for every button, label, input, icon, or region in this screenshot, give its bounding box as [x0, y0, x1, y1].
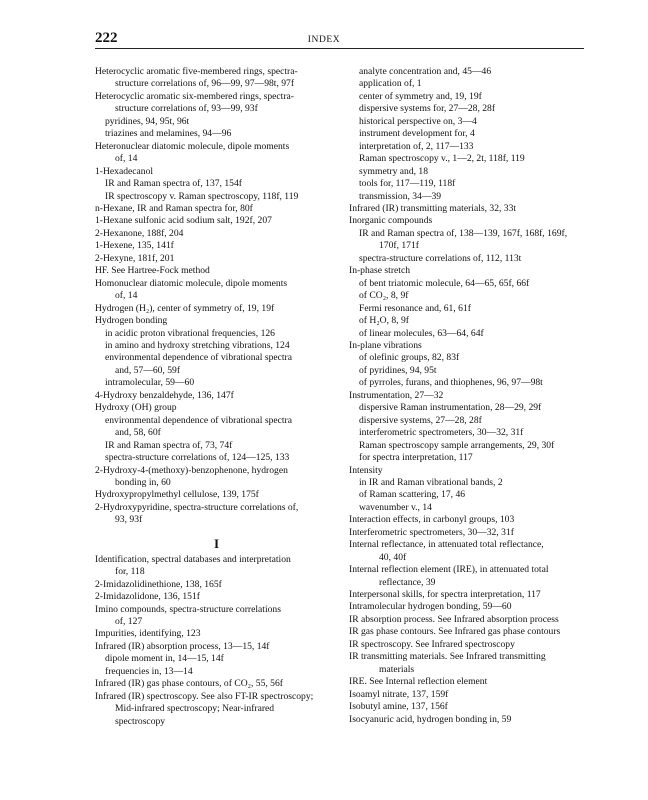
- index-entry: structure correlations of, 96—99, 97—98t, 97f: [115, 78, 295, 90]
- index-entry: IR and Raman spectra of, 73, 74f: [105, 439, 233, 451]
- index-entry: Hydrogen bonding: [95, 315, 168, 327]
- index-entry: dispersive Raman instrumentation, 28—29, 29f: [359, 402, 542, 414]
- index-entry: In-plane vibrations: [349, 339, 422, 351]
- index-entry: Raman spectroscopy sample arrangements, 29, 30f: [359, 439, 555, 451]
- index-entry: for, 118: [115, 566, 145, 578]
- index-entry: materials: [379, 663, 415, 675]
- index-entry: symmetry and, 18: [359, 165, 429, 177]
- index-entry: Interferometric spectrometers, 30—32, 31f: [349, 526, 514, 538]
- index-entry: 2-Hexanone, 188f, 204: [95, 227, 184, 239]
- index-entry: Instrumentation, 27—32: [349, 389, 444, 401]
- index-entry: IR gas phase contours. See Infrared gas phase contours: [349, 626, 561, 638]
- index-entry: Impurities, identifying, 123: [95, 628, 201, 640]
- index-entry: Isocyanuric acid, hydrogen bonding in, 59: [349, 713, 512, 725]
- index-entry: Inorganic compounds: [349, 215, 433, 227]
- header-rule: [95, 48, 584, 49]
- index-entry: IR and Raman spectra of, 137, 154f: [105, 178, 242, 190]
- index-entry: interpretation of, 2, 117—133: [359, 140, 474, 152]
- index-entry: n-Hexane, IR and Raman spectra for, 80f: [95, 202, 253, 214]
- index-entry: intramolecular, 59—60: [105, 377, 195, 389]
- index-entry: dipole moment in, 14—15, 14f: [105, 653, 224, 665]
- index-entry: spectra-structure correlations of, 112, 113t: [359, 252, 522, 264]
- index-entry: 2-Hydroxypyridine, spectra-structure correlations of,: [95, 501, 299, 513]
- index-entry: of, 14: [115, 153, 138, 165]
- index-entry: dispersive systems, 27—28, 28f: [359, 414, 482, 426]
- index-entry: Heterocyclic aromatic six-membered rings, spectra-: [95, 90, 294, 102]
- index-entry: in IR and Raman vibrational bands, 2: [359, 476, 503, 488]
- index-entry: of linear molecules, 63—64, 64f: [359, 327, 484, 339]
- index-entry: spectroscopy: [115, 715, 166, 727]
- index-entry: IR spectroscopy. See Infrared spectroscopy: [349, 638, 515, 650]
- index-entry: 93, 93f: [115, 514, 143, 526]
- index-entry: 4-Hydroxy benzaldehyde, 136, 147f: [95, 389, 234, 401]
- index-entry: 40, 40f: [379, 551, 407, 563]
- index-entry: of pyrroles, furans, and thiophenes, 96, 97—98t: [359, 377, 543, 389]
- index-entries-i-cont: [349, 66, 585, 726]
- section-letter: I: [213, 535, 220, 551]
- index-entry: Raman spectroscopy v., 1—2, 2t, 118f, 119: [359, 153, 525, 165]
- index-entry: tools for, 117—119, 118f: [359, 178, 456, 190]
- index-entry: 1-Hexadecanol: [95, 165, 154, 177]
- index-entry: 2-Hydroxy-4-(methoxy)-benzophenone, hydrogen: [95, 464, 288, 476]
- index-entry: Fermi resonance and, 61, 61f: [359, 302, 471, 314]
- index-entry: application of, 1: [359, 78, 422, 90]
- index-entry: Infrared (IR) gas phase contours, of CO₂, 55, 56f: [95, 678, 283, 690]
- index-entries-h: [95, 66, 338, 527]
- index-entry: interferometric spectrometers, 30—32, 31f: [359, 427, 524, 439]
- index-entry: transmission, 34—39: [359, 190, 442, 202]
- index-entry: structure correlations of, 93—99, 93f: [115, 103, 258, 115]
- index-entry: Hydroxy (OH) group: [95, 402, 177, 414]
- index-entry: of, 127: [115, 616, 143, 628]
- index-entry: Infrared (IR) spectroscopy. See also FT-IR spectroscopy;: [95, 690, 314, 702]
- index-entry: of CO₂, 8, 9f: [359, 290, 409, 302]
- index-entry: environmental dependence of vibrational spectra: [105, 414, 292, 426]
- index-entry: reflectance, 39: [379, 576, 436, 588]
- index-entry: and, 58, 60f: [115, 427, 161, 439]
- index-entry: Identification, spectral databases and interpretation: [95, 553, 291, 565]
- index-entry: historical perspective on, 3—4: [359, 115, 477, 127]
- index-entry: analyte concentration and, 45—46: [359, 66, 492, 77]
- index-entry: in acidic proton vibrational frequencies, 126: [105, 327, 275, 339]
- index-column-right: [349, 66, 585, 726]
- index-entry: Intensity: [349, 464, 383, 476]
- index-entry: of olefinic groups, 82, 83f: [359, 352, 460, 364]
- index-entry: bonding in, 60: [115, 476, 171, 488]
- index-entry: Mid-infrared spectroscopy; Near-infrared: [115, 703, 275, 715]
- index-entry: and, 57—60, 59f: [115, 364, 181, 376]
- index-entry: Isobutyl amine, 137, 156f: [349, 701, 448, 713]
- index-entry: 2-Imidazolidone, 136, 151f: [95, 591, 200, 603]
- index-entry: 1-Hexene, 135, 141f: [95, 240, 174, 252]
- index-entry: triazines and melamines, 94—96: [105, 128, 232, 140]
- index-entry: In-phase stretch: [349, 265, 411, 277]
- index-entry: instrument development for, 4: [359, 128, 475, 140]
- index-entry: Infrared (IR) absorption process, 13—15, 14f: [95, 640, 270, 652]
- index-entry: 2-Hexyne, 181f, 201: [95, 252, 175, 264]
- index-entry: HF. See Hartree-Fock method: [95, 265, 210, 277]
- index-entry: Isoamyl nitrate, 137, 159f: [349, 688, 449, 700]
- index-entry: Infrared (IR) transmitting materials, 32, 33t: [349, 202, 517, 214]
- index-entry: 2-Imidazolidinethione, 138, 165f: [95, 578, 222, 590]
- running-head: INDEX: [307, 35, 341, 45]
- index-entry: 170f, 171f: [379, 240, 419, 252]
- index-entry: pyridines, 94, 95t, 96t: [105, 115, 190, 127]
- index-entry: Internal reflection element (IRE), in attenuated total: [349, 564, 549, 576]
- index-entry: spectra-structure correlations of, 124—125, 133: [105, 452, 290, 464]
- index-entry: wavenumber v., 14: [359, 501, 432, 513]
- index-entry: Homonuclear diatomic molecule, dipole moments: [95, 277, 288, 289]
- index-entry: IR transmitting materials. See Infrared transmitting: [349, 651, 546, 663]
- index-entry: Imino compounds, spectra-structure correlations: [95, 603, 281, 615]
- index-entry: Internal reflectance, in attenuated total reflectance,: [349, 539, 544, 551]
- index-column-left: [95, 66, 338, 728]
- index-entry: Interpersonal skills, for spectra interpretation, 117: [349, 589, 541, 601]
- index-entry: IR and Raman spectra of, 138—139, 167f, 168f, 169f,: [359, 227, 568, 239]
- index-entry: for spectra interpretation, 117: [359, 452, 473, 464]
- index-entry: in amino and hydroxy stretching vibrations, 124: [105, 339, 290, 351]
- index-entry: of, 14: [115, 290, 138, 302]
- index-entry: Interaction effects, in carbonyl groups, 103: [349, 514, 515, 526]
- index-entry: of bent triatomic molecule, 64—65, 65f, 66f: [359, 277, 530, 289]
- index-entry: of H₂O, 8, 9f: [359, 315, 409, 327]
- index-entry: of Raman scattering, 17, 46: [359, 489, 466, 501]
- index-entries-i: [95, 554, 338, 728]
- index-entry: 1-Hexane sulfonic acid sodium salt, 192f, 207: [95, 215, 272, 227]
- index-entry: IR spectroscopy v. Raman spectroscopy, 118f, 119: [105, 190, 299, 202]
- index-entry: Intramolecular hydrogen bonding, 59—60: [349, 601, 512, 613]
- index-entry: Hydroxypropylmethyl cellulose, 139, 175f: [95, 489, 259, 501]
- index-entry: environmental dependence of vibrational spectra: [105, 352, 292, 364]
- index-entry: center of symmetry and, 19, 19f: [359, 90, 482, 102]
- index-entry: Hydrogen (H₂), center of symmetry of, 19, 19f: [95, 302, 275, 314]
- index-entry: IRE. See Internal reflection element: [349, 676, 488, 688]
- index-entry: of pyridines, 94, 95t: [359, 364, 437, 376]
- index-entry: dispersive systems for, 27—28, 28f: [359, 103, 496, 115]
- index-entry: IR absorption process. See Infrared absorption process: [349, 613, 559, 625]
- index-entry: frequencies in, 13—14: [105, 665, 193, 677]
- index-entry: Heterocyclic aromatic five-membered rings, spectra-: [95, 66, 298, 77]
- page-number: 222: [95, 30, 118, 46]
- index-entry: Heteronuclear diatomic molecule, dipole moments: [95, 140, 290, 152]
